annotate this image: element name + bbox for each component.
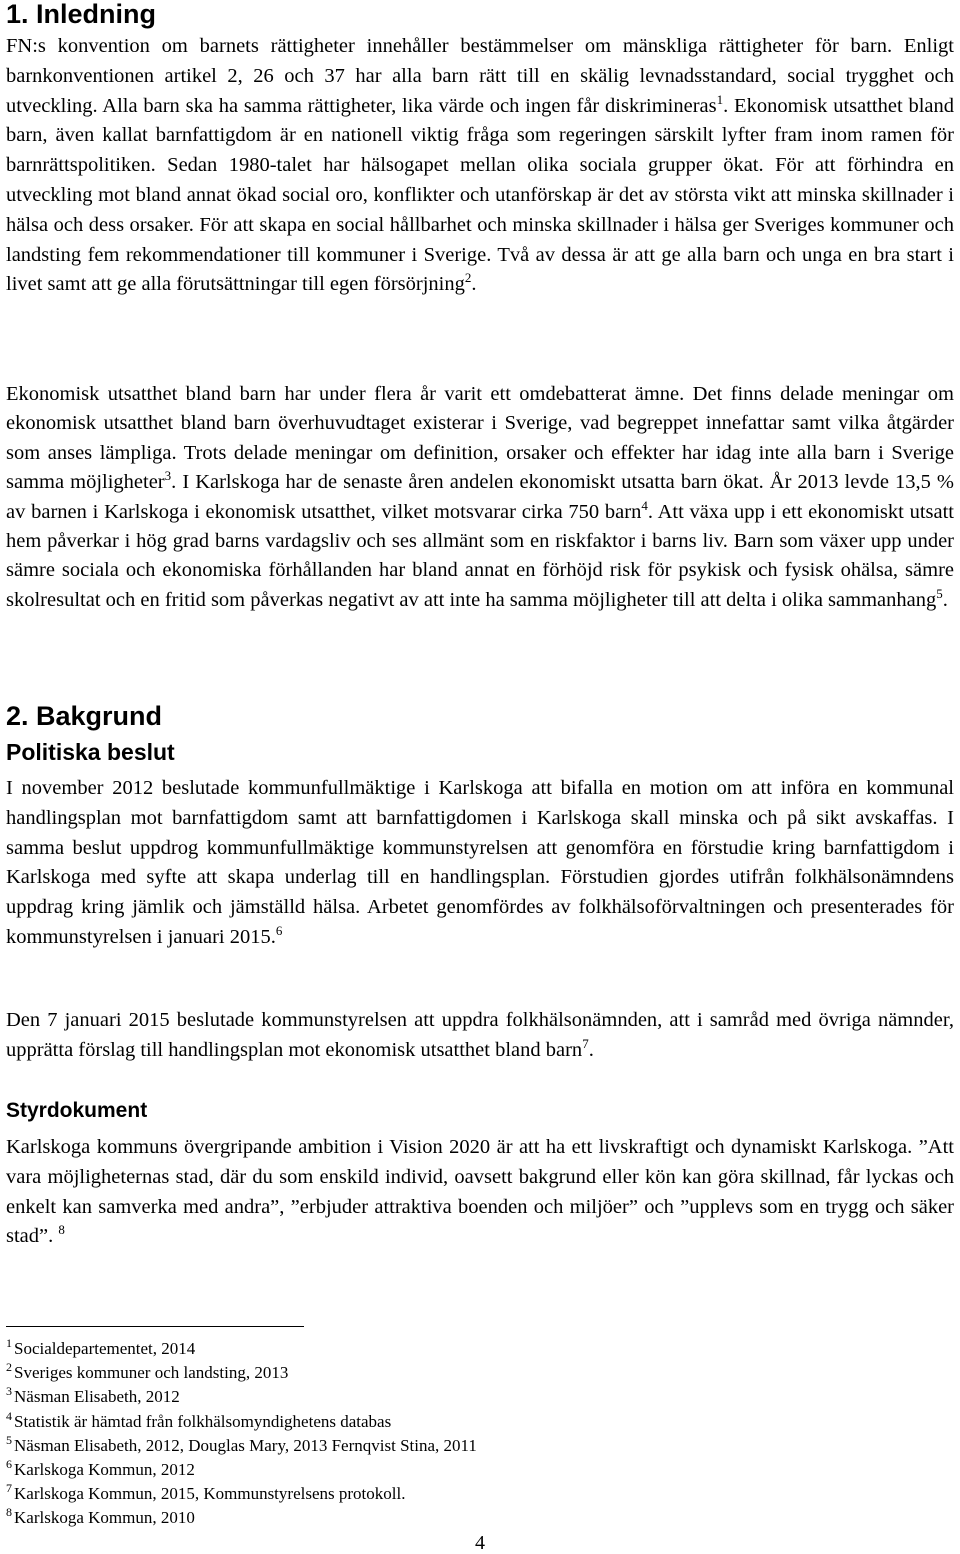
section-heading-inledning: 1. Inledning (6, 0, 157, 29)
footnote-text: Näsman Elisabeth, 2012 (14, 1387, 180, 1407)
paragraph-text: . Ekonomisk utsatthet bland barn, även kallat barnfattigdom är en nationell viktig fråga som regeringen särskilt lyfter fram inom ramen för barnrättspolitiken. Sedan 1980-talet har hälsogapet mellan olika sociala grupper ökat. För att förhindra en utveckling mot bland annat ökad social oro, konflikter och utanförskap är det av största vikt att minska skillnader i hälsa och dess orsaker. För att skapa en social hållbarhet och minska skillnader i hälsa ger Sveriges kommuner och landsting fem rekommendationer till kommuner i Sverige. Två av dessa är att ge alla barn och unga en bra start i livet samt att ge alla förutsättningar till egen försörjning (6, 94, 954, 296)
paragraph-text: . (471, 273, 477, 296)
footnote-item (6, 1458, 477, 1482)
paragraph-text: Den 7 januari 2015 beslutade kommunstyrelsen att uppdra folkhälsonämnden, att i samråd med övriga nämnder, upprätta förslag till handlingsplan mot ekonomisk utsatthet bland barn (6, 1009, 954, 1061)
footnote-ref: 8 (58, 1222, 65, 1238)
footnote-item (6, 1434, 477, 1458)
paragraph-economic-vulnerability (6, 380, 954, 615)
footnote-ref: 4 (641, 497, 648, 513)
paragraph-vision-2020 (6, 1133, 954, 1252)
paragraph-text: Karlskoga kommuns övergripande ambition i Vision 2020 är att ha ett livskraftigt och dynamiskt Karlskoga. ”Att vara möjligheternas stad, där du som enskild individ, oavsett bakgrund eller kön kan göra skillnad, får lyckas och enkelt kan samverka med andra”, ”erbjuder attraktiva boenden och miljöer” och ”upplevs som en trygg och säker stad”. (6, 1136, 954, 1248)
footnote-number: 1 (6, 1336, 12, 1350)
footnote-number: 2 (6, 1360, 12, 1375)
footnote-list (6, 1337, 477, 1531)
subheading-politiska-beslut: Politiska beslut (6, 739, 175, 765)
paragraph-text: . Att växa upp i ett ekonomiskt utsatt hem påverkar i hög grad barns vardagsliv och ses allmänt som en riskfaktor i barns liv. Barn som växer upp under sämre sociala och ekonomiska förhållanden har bland annat en förhöjd risk för psykisk och fysisk ohälsa, sämre skolresultat och en fritid som påverkas negativt av att inte ha samma möjligheter till att delta i olika sammanhang (6, 500, 954, 611)
footnote-text: Karlskoga Kommun, 2015, Kommunstyrelsens protokoll. (14, 1484, 406, 1504)
footnote-text: Karlskoga Kommun, 2012 (14, 1460, 195, 1480)
footnote-text: Statistik är hämtad från folkhälsomyndighetens databas (14, 1411, 392, 1431)
footnote-number: 3 (6, 1384, 12, 1399)
footnote-item (6, 1385, 477, 1409)
footnote-ref: 1 (716, 91, 724, 107)
footnote-ref: 2 (464, 270, 472, 286)
footnote-number: 7 (6, 1481, 12, 1496)
footnote-ref: 5 (936, 585, 943, 601)
footnote-item (6, 1410, 477, 1434)
footnote-item (6, 1482, 477, 1506)
paragraph-text: FN:s konvention om barnets rättigheter innehåller bestämmelser om mänskliga rättigheter för barn. Enligt barnkonventionen artikel 2, 26 och 37 har alla barn rätt till en skälig levnadsstandard, social trygghet och utveckling. Alla barn ska ha samma rättigheter, lika värde och ingen får diskrimineras (6, 35, 954, 117)
footnote-item (6, 1361, 477, 1385)
footnote-ref: 3 (164, 468, 172, 484)
footnote-text: Socialdepartementet, 2014 (14, 1339, 196, 1358)
paragraph-text: . (942, 588, 948, 611)
footnote-number: 8 (6, 1505, 12, 1520)
paragraph-text: I november 2012 beslutade kommunfullmäktige i Karlskoga att bifalla en motion om att införa en kommunal handlingsplan mot barnfattigdom samt att barnfattigdomen i Karlskoga skall minska och på sikt avskaffas. I samma beslut uppdrog kommunfullmäktige kommunstyrelsen att genomföra en förstudie kring barnfattigdom i Karlskoga med syfte att skapa underlag till en handlingsplan. Förstudien gjordes utifrån folkhälsonämndens uppdrag kring jämlik och jämställd hälsa. Arbetet genomfördes av folkhälsoförvaltningen och presenterades för kommunstyrelsen i januari 2015. (6, 777, 954, 948)
paragraph-political-decision (6, 774, 954, 953)
footnote-number: 6 (6, 1457, 12, 1472)
section-heading-bakgrund: 2. Bakgrund (6, 701, 163, 731)
footnote-divider (6, 1326, 304, 1327)
footnote-text: Karlskoga Kommun, 2010 (14, 1508, 195, 1528)
subheading-styrdokument: Styrdokument (6, 1099, 148, 1122)
footnote-text: Sveriges kommuner och landsting, 2013 (14, 1363, 289, 1383)
page-number: 4 (475, 1532, 485, 1554)
paragraph-text: . I Karlskoga har de senaste åren andelen ekonomiskt utsatta barn ökat. År 2013 levde 13,5 % av barnen i Karlskoga i ekonomisk utsatthet, vilket motsvarar cirka 750 barn (6, 471, 954, 523)
footnote-text: Näsman Elisabeth, 2012, Douglas Mary, 2013 Fernqvist Stina, 2011 (14, 1435, 477, 1455)
paragraph-intro (6, 32, 954, 300)
paragraph-text: Ekonomisk utsatthet bland barn har under flera år varit ett omdebatterat ämne. Det finns delade meningar om ekonomisk utsatthet bland barn överhuvudtaget existerar i Sverige, vad begreppet innefattar samt vilka åtgärder som anses lämpliga. Trots delade meningar om definition, orsaker och effekter har idag inte alla barn i Sverige samma möjligheter (6, 383, 954, 494)
footnote-ref: 7 (582, 1035, 589, 1051)
footnote-item (6, 1506, 477, 1530)
footnote-item (6, 1337, 477, 1361)
footnote-ref: 6 (275, 922, 283, 938)
footnote-number: 4 (6, 1408, 12, 1423)
footnote-number: 5 (6, 1432, 12, 1447)
paragraph-text: . (588, 1038, 594, 1061)
paragraph-board-decision (6, 1006, 954, 1066)
